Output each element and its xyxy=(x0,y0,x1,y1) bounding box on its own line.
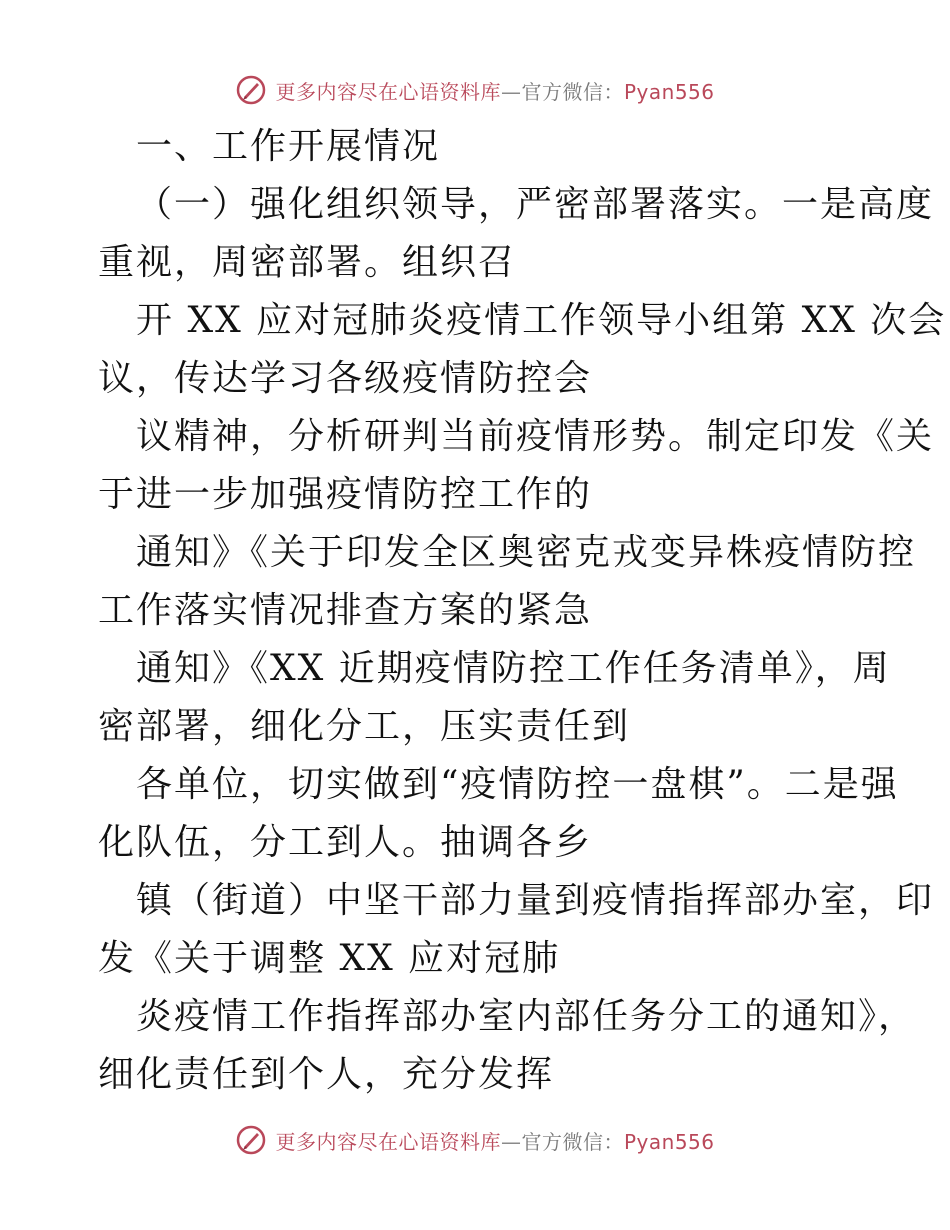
feather-pen-logo-icon xyxy=(235,1124,267,1156)
watermark-separator: — xyxy=(500,79,522,104)
text-line: 重视，周密部署。组织召 xyxy=(98,242,517,283)
watermark-text xyxy=(275,76,714,105)
text-line: 各单位，切实做到“疫情防控一盘棋”。二是强 xyxy=(136,764,899,805)
text-line: 密部署，细化分工，压实责任到 xyxy=(98,706,631,747)
document-body xyxy=(98,118,947,1104)
text-line: 镇（街道）中坚干部力量到疫情指挥部办室，印 xyxy=(136,880,935,921)
text-line: 发《关于调整 XX 应对冠肺 xyxy=(98,938,561,979)
section-heading: 一、工作开展情况 xyxy=(136,126,441,167)
text-line: 工作落实情况排查方案的紧急 xyxy=(98,590,593,631)
header-watermark xyxy=(0,70,950,110)
text-line: 议精神，分析研判当前疫情形势。制定印发《关 xyxy=(136,416,935,457)
watermark-wechat-id: Pyan556 xyxy=(623,1129,715,1154)
text-line: 细化责任到个人，充分发挥 xyxy=(98,1054,555,1095)
text-line: 开 XX 应对冠肺炎疫情工作领导小组第 XX 次会 xyxy=(136,300,947,341)
watermark-wechat-id: Pyan556 xyxy=(623,79,715,104)
watermark-text xyxy=(275,1126,714,1155)
footer-watermark xyxy=(0,1120,950,1160)
text-line: 于进一步加强疫情防控工作的 xyxy=(98,474,593,515)
watermark-wechat-label: 官方微信： xyxy=(521,79,624,104)
text-line: 化队伍，分工到人。抽调各乡 xyxy=(98,822,593,863)
feather-pen-logo-icon xyxy=(235,74,267,106)
text-line: 通知》《XX 近期疫情防控工作任务清单》，周 xyxy=(136,648,891,689)
text-line: 议，传达学习各级疫情防控会 xyxy=(98,358,593,399)
watermark-site-text: 更多内容尽在心语资料库 xyxy=(275,1129,501,1154)
text-line: 通知》《关于印发全区奥密克戎变异株疫情防控 xyxy=(136,532,917,573)
watermark-site-text: 更多内容尽在心语资料库 xyxy=(275,79,501,104)
text-line: 炎疫情工作指挥部办室内部任务分工的通知》， xyxy=(136,996,917,1037)
watermark-separator: — xyxy=(500,1129,522,1154)
watermark-wechat-label: 官方微信： xyxy=(521,1129,624,1154)
text-line: （一）强化组织领导，严密部署落实。一是高度 xyxy=(136,184,935,225)
